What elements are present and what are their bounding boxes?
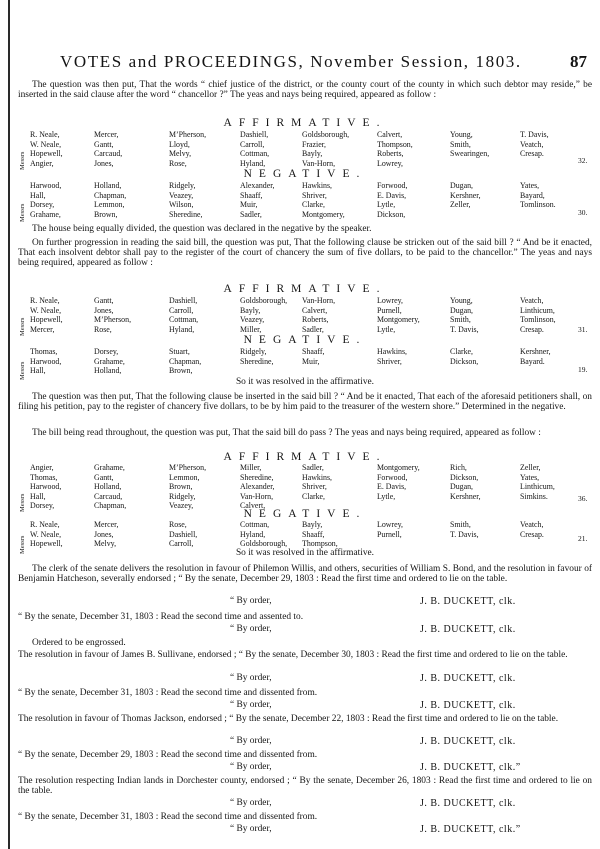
member-name: Forwood, — [377, 181, 408, 190]
clerk-signature-4: J. B. DUCKETT, clk. — [420, 700, 516, 711]
paragraph-sullivane: The resolution in favour of James B. Sullivane, endorsed ; “ By the senate, December 30, 1803 : Read the first time and ordered to lie on the table. — [18, 650, 568, 660]
member-name: Thomas, — [30, 472, 58, 482]
vote1-result: The house being equally divided, the question was declared in the negative by the speaker. — [32, 224, 372, 234]
member-name: Sheredine, — [240, 472, 274, 482]
member-name: Purnell, — [377, 305, 402, 315]
member-name: Lemmon, — [169, 472, 200, 482]
name-column — [30, 181, 61, 219]
vote2-affirmative-count: 31. — [578, 325, 588, 334]
member-name: Harwood, — [30, 482, 62, 492]
member-name: Holland, — [94, 181, 122, 190]
member-name: Hawkins, — [377, 347, 408, 356]
by-order-5: “ By order, — [230, 736, 272, 746]
member-name: Montgomery, — [377, 315, 420, 325]
member-name: Hyland, — [240, 158, 266, 168]
member-name: Lowrey, — [377, 520, 403, 529]
member-name: Clarke, — [302, 491, 326, 501]
member-name: Alexander, — [240, 181, 275, 190]
member-name: Veazey, — [240, 315, 265, 325]
member-name: Harwood, — [30, 356, 62, 366]
member-name: Brown, — [169, 366, 193, 376]
member-name: Thompson, — [302, 539, 338, 549]
name-column — [450, 347, 478, 366]
member-name: Alexander, — [240, 482, 275, 492]
member-name: Lemmon, — [94, 200, 125, 210]
member-name: Muir, — [302, 356, 320, 366]
vote1-neg-messrs-label: Messrs — [19, 203, 26, 222]
member-name: Hawkins, — [302, 472, 333, 482]
member-name: Lytle, — [377, 324, 396, 334]
member-name: Hopewell, — [30, 149, 63, 159]
member-name: E. Davis, — [377, 482, 407, 492]
clerk-signature-3: J. B. DUCKETT, clk. — [420, 673, 516, 684]
member-name: Melvy, — [169, 149, 192, 159]
name-column — [240, 520, 287, 549]
vote1-negative-names — [30, 181, 590, 223]
member-name: Hyland, — [240, 529, 266, 539]
member-name: Cresap. — [520, 529, 544, 539]
member-name: Smith, — [450, 139, 471, 149]
member-name: Roberts, — [302, 315, 329, 325]
member-name: Dugan, — [450, 305, 474, 315]
member-name: Simkins. — [520, 491, 548, 501]
member-name: Carcaud, — [94, 491, 123, 501]
member-name: Zeller, — [450, 200, 471, 210]
member-name: E. Davis, — [377, 190, 407, 200]
ordered-engrossed: Ordered to be engrossed. — [32, 638, 126, 648]
vote2-affirmative-heading: AFFIRMATIVE. — [223, 283, 387, 295]
member-name: Lowrey, — [377, 158, 403, 168]
member-name: Linthicum, — [520, 305, 555, 315]
member-name: Lowrey, — [377, 296, 403, 305]
name-column — [169, 463, 206, 511]
member-name: T. Davis, — [450, 324, 479, 334]
member-name: Montgomery, — [377, 463, 420, 472]
member-name: Thomas, — [30, 347, 58, 356]
name-column — [450, 130, 489, 159]
member-name: Purnell, — [377, 529, 402, 539]
member-name: Rich, — [450, 463, 467, 472]
member-name: Dashiell, — [169, 296, 198, 305]
member-name: Holland, — [94, 366, 122, 376]
member-name: Calvert, — [240, 501, 266, 511]
member-name: Carroll, — [240, 139, 265, 149]
member-name: Bayard. — [520, 356, 545, 366]
member-name: Melvy, — [94, 539, 117, 549]
member-name: Grahame, — [30, 209, 61, 219]
member-name: Carcaud, — [94, 149, 123, 159]
by-order-2: “ By order, — [230, 624, 272, 634]
member-name: Veatch, — [520, 520, 544, 529]
member-name: Hopewell, — [30, 315, 63, 325]
vote2-negative-heading: NEGATIVE. — [243, 334, 367, 346]
member-name: Frazier, — [302, 139, 326, 149]
member-name: Sadler, — [302, 324, 324, 334]
name-column — [240, 130, 269, 168]
name-column — [377, 347, 407, 366]
member-name: Shriver, — [377, 356, 402, 366]
member-name: Lloyd, — [169, 139, 190, 149]
name-column — [30, 296, 63, 334]
member-name: Angier, — [30, 158, 54, 168]
member-name: Muir, — [240, 200, 258, 210]
member-name: Rose, — [94, 324, 112, 334]
member-name: Young, — [450, 130, 473, 139]
member-name: Gantt, — [94, 472, 114, 482]
member-name: Stuart, — [169, 347, 190, 356]
name-column — [450, 463, 481, 501]
name-column — [377, 520, 403, 539]
member-name: W. Neale, — [30, 529, 62, 539]
member-name: Grahame, — [94, 463, 125, 472]
name-column — [240, 181, 275, 219]
member-name: Forwood, — [377, 472, 408, 482]
member-name: Smith, — [450, 520, 471, 529]
member-name: Shaaff, — [240, 190, 263, 200]
member-name: M’Pherson, — [169, 130, 207, 139]
member-name: Hall, — [30, 190, 46, 200]
member-name: Cresap. — [520, 149, 544, 159]
vote2-affirmative-names — [30, 296, 590, 338]
member-name: Dugan, — [450, 482, 474, 492]
member-name: Veatch, — [520, 296, 544, 305]
name-column — [169, 130, 206, 168]
member-name: Yates, — [520, 472, 540, 482]
member-name: Montgomery, — [302, 209, 345, 219]
member-name: Mercer, — [94, 520, 119, 529]
member-name: Bayly, — [302, 149, 323, 159]
name-column — [302, 463, 332, 501]
name-column — [240, 347, 274, 366]
name-column — [30, 130, 63, 168]
line-dec31-assented: “ By the senate, December 31, 1803 : Read the second time and assented to. — [18, 612, 304, 622]
member-name: Ridgely, — [169, 181, 196, 190]
name-column — [30, 463, 61, 511]
member-name: Sadler, — [302, 463, 324, 472]
member-name: Dickson, — [377, 209, 406, 219]
clerk-signature-8: J. B. DUCKETT, clk.” — [420, 824, 521, 835]
name-column — [450, 296, 479, 334]
member-name: Sheredine, — [240, 356, 274, 366]
member-name: Hopewell, — [30, 539, 63, 549]
vote1-negative-heading: NEGATIVE. — [243, 168, 367, 180]
member-name: Thompson, — [377, 139, 413, 149]
member-name: Harwood, — [30, 181, 62, 190]
page-number: 87 — [570, 52, 587, 71]
page-title: VOTES and PROCEEDINGS, November Session, 1803. — [60, 52, 522, 71]
member-name: W. Neale, — [30, 305, 62, 315]
vote3-aff-messrs-label: Messrs — [19, 493, 26, 512]
vote2-negative-names — [30, 347, 590, 379]
member-name: Shaaff, — [302, 347, 325, 356]
member-name: Kershner, — [520, 347, 551, 356]
name-column — [240, 463, 275, 511]
member-name: Lytle, — [377, 491, 396, 501]
paragraph-question-1: The question was then put, That the words “ chief justice of the district, or the county court of the county in which such debtor may reside,” be inserted in the said clause after the word “ chancellor ?” The yeas and nays being required, appeared as follow : — [18, 80, 592, 101]
vote3-affirmative-heading: AFFIRMATIVE. — [223, 451, 387, 463]
vote3-neg-messrs-label: Messrs — [19, 535, 26, 554]
member-name: Van-Horn, — [302, 296, 336, 305]
member-name: Shaaff, — [302, 529, 325, 539]
member-name: Tomlinson, — [520, 315, 556, 325]
name-column — [30, 347, 61, 376]
member-name: Goldsborough, — [240, 296, 288, 305]
name-column — [302, 520, 338, 549]
member-name: Dugan, — [450, 181, 474, 190]
line-dec31-dissented: “ By the senate, December 31, 1803 : Read the second time and dissented from. — [18, 688, 318, 698]
name-column — [377, 181, 407, 219]
member-name: R. Neale, — [30, 520, 60, 529]
vote3-negative-heading: NEGATIVE. — [243, 508, 367, 520]
name-column — [520, 347, 551, 366]
member-name: R. Neale, — [30, 130, 60, 139]
member-name: M’Pherson, — [94, 315, 132, 325]
name-column — [302, 130, 349, 168]
member-name: Sadler, — [240, 209, 262, 219]
vote3-negative-count: 21. — [578, 534, 588, 543]
member-name: Goldsborough, — [302, 130, 350, 139]
by-order-7: “ By order, — [230, 798, 272, 808]
member-name: Hyland, — [169, 324, 195, 334]
name-column — [240, 296, 287, 334]
name-column — [450, 181, 481, 210]
name-column — [450, 520, 479, 539]
name-column — [377, 463, 420, 501]
member-name: Carroll, — [169, 539, 194, 549]
member-name: Dickson, — [450, 356, 479, 366]
member-name: Shriver, — [302, 482, 327, 492]
member-name: Calvert, — [377, 130, 403, 139]
clerk-signature-7: J. B. DUCKETT, clk. — [420, 798, 516, 809]
vote2-neg-messrs-label: Messrs — [19, 361, 26, 380]
member-name: Miller, — [240, 324, 262, 334]
name-column — [94, 347, 125, 376]
member-name: Grahame, — [94, 356, 125, 366]
vote2-aff-messrs-label: Messrs — [19, 317, 26, 336]
page-edge-line — [8, 0, 10, 849]
member-name: Swearingen, — [450, 149, 490, 159]
member-name: Mercer, — [30, 324, 55, 334]
vote2-negative-count: 19. — [578, 365, 588, 374]
member-name: Lytle, — [377, 200, 396, 210]
name-column — [520, 463, 555, 501]
vote3-affirmative-names — [30, 463, 590, 513]
member-name: Jones, — [94, 305, 114, 315]
name-column — [94, 296, 131, 334]
vote1-affirmative-count: 32. — [578, 156, 588, 165]
name-column — [169, 520, 197, 549]
paragraph-indian-lands: The resolution respecting Indian lands in Dorchester county, endorsed ; “ By the senate, December 26, 1803 : Read the first time and ordered to lie on the table. — [18, 776, 592, 797]
member-name: Bayard, — [520, 190, 545, 200]
member-name: Veatch, — [520, 139, 544, 149]
member-name: R. Neale, — [30, 296, 60, 305]
member-name: Kershner, — [450, 491, 481, 501]
member-name: Jones, — [94, 158, 114, 168]
member-name: Dashiell, — [169, 529, 198, 539]
name-column — [520, 520, 544, 539]
member-name: Clarke, — [450, 347, 474, 356]
paragraph-question-4: The bill being read throughout, the question was put, That the said bill do pass ? The yeas and nays being required, appeared as follow : — [32, 428, 541, 438]
member-name: Mercer, — [94, 130, 119, 139]
name-column — [169, 181, 203, 219]
member-name: Hawkins, — [302, 181, 333, 190]
line-dec31-dissented-2: “ By the senate, December 31, 1803 : Read the second time and dissented from. — [18, 812, 318, 822]
member-name: Zeller, — [520, 463, 541, 472]
member-name: Shriver, — [302, 190, 327, 200]
member-name: Linthicum, — [520, 482, 555, 492]
member-name: Wilson, — [169, 200, 194, 210]
vote2-result: So it was resolved in the affirmative. — [235, 377, 375, 387]
name-column — [169, 296, 198, 334]
vote3-affirmative-count: 36. — [578, 494, 588, 503]
member-name: Hall, — [30, 491, 46, 501]
by-order-8: “ By order, — [230, 824, 272, 834]
clerk-signature-2: J. B. DUCKETT, clk. — [420, 624, 516, 635]
member-name: Bayly, — [302, 520, 323, 529]
member-name: Carroll, — [169, 305, 194, 315]
member-name: Veazey, — [169, 501, 194, 511]
member-name: Rose, — [169, 158, 187, 168]
paragraph-clerk-delivers: The clerk of the senate delivers the resolution in favour of Philemon Willis, and others, securities of William S. Bond, and the resolution in favour of Benjamin Hatcheson, severally endorsed ; “ By the senate, December 29, 1803 : Read the first time and ordered to lie on the table. — [18, 564, 592, 585]
paragraph-question-2: On further progression in reading the said bill, the question was put, That the following clause be stricken out of the said bill ? “ And be it enacted, That each insolvent debtor shall pay to the register of the court of chancery the sum of five dollars, to be paid to the chancellor.” The yeas and nays being required, appeared as follow : — [18, 238, 592, 269]
name-column — [520, 130, 549, 159]
member-name: Dashiell, — [240, 130, 269, 139]
member-name: Ridgely, — [240, 347, 267, 356]
member-name: Van-Horn, — [240, 491, 274, 501]
member-name: Cottman, — [240, 149, 270, 159]
member-name: W. Neale, — [30, 139, 62, 149]
member-name: Sheredine, — [169, 209, 203, 219]
member-name: Cresap. — [520, 324, 544, 334]
by-order-1: “ By order, — [230, 596, 272, 606]
name-column — [94, 520, 118, 549]
name-column — [94, 181, 126, 219]
member-name: Cottman, — [169, 315, 199, 325]
member-name: Dorsey, — [94, 347, 119, 356]
page-header — [30, 52, 595, 78]
member-name: Yates, — [520, 181, 540, 190]
vote3-result: So it was resolved in the affirmative. — [235, 548, 375, 558]
member-name: Van-Horn, — [302, 158, 336, 168]
member-name: Hall, — [30, 366, 46, 376]
by-order-4: “ By order, — [230, 700, 272, 710]
by-order-6: “ By order, — [230, 762, 272, 772]
member-name: Smith, — [450, 315, 471, 325]
name-column — [377, 296, 420, 334]
name-column — [302, 347, 324, 366]
member-name: Rose, — [169, 520, 187, 529]
member-name: Young, — [450, 296, 473, 305]
member-name: Jones, — [94, 529, 114, 539]
name-column — [169, 347, 201, 376]
paragraph-jackson: The resolution in favour of Thomas Jackson, endorsed ; “ By the senate, December 22, 1803 : Read the first time and ordered to lie on the table. — [18, 714, 559, 724]
name-column — [302, 181, 345, 219]
member-name: T. Davis, — [520, 130, 549, 139]
clerk-signature-6: J. B. DUCKETT, clk.” — [420, 762, 521, 773]
member-name: Calvert, — [302, 305, 328, 315]
member-name: T. Davis, — [450, 529, 479, 539]
vote1-affirmative-names — [30, 130, 590, 172]
member-name: Chapman, — [94, 190, 127, 200]
member-name: Bayly, — [240, 305, 261, 315]
member-name: Brown, — [94, 209, 118, 219]
member-name: Roberts, — [377, 149, 404, 159]
member-name: Chapman, — [94, 501, 127, 511]
member-name: Gantt, — [94, 139, 114, 149]
member-name: Clarke, — [302, 200, 326, 210]
name-column — [94, 130, 122, 168]
vote1-negative-count: 30. — [578, 208, 588, 217]
name-column — [302, 296, 335, 334]
name-column — [377, 130, 413, 168]
name-column — [94, 463, 126, 511]
member-name: Dickson, — [450, 472, 479, 482]
member-name: Chapman, — [169, 356, 202, 366]
name-column — [520, 181, 556, 210]
member-name: Brown, — [169, 482, 193, 492]
member-name: Tomlinson. — [520, 200, 556, 210]
member-name: Kershner, — [450, 190, 481, 200]
member-name: M’Pherson, — [169, 463, 207, 472]
name-column — [520, 296, 556, 334]
clerk-signature-5: J. B. DUCKETT, clk. — [420, 736, 516, 747]
member-name: Ridgely, — [169, 491, 196, 501]
vote1-affirmative-heading: AFFIRMATIVE. — [223, 117, 387, 129]
line-dec29-dissented: “ By the senate, December 29, 1803 : Read the second time and dissented from. — [18, 750, 318, 760]
member-name: Miller, — [240, 463, 262, 472]
paragraph-question-3: The question was then put, That the following clause be inserted in the said bill ? “ And be it enacted, That each of the aforesaid petitioners shall, on filing his petition, pay to the register of chancery five dollars, to be by him paid to the treasurer of the western shore.” Determined in the negative. — [18, 392, 592, 413]
member-name: Cottman, — [240, 520, 270, 529]
member-name: Dorsey, — [30, 501, 55, 511]
member-name: Goldsborough, — [240, 539, 288, 549]
member-name: Angier, — [30, 463, 54, 472]
clerk-signature-1: J. B. DUCKETT, clk. — [420, 596, 516, 607]
member-name: Dorsey, — [30, 200, 55, 210]
member-name: Veazey, — [169, 190, 194, 200]
member-name: Holland, — [94, 482, 122, 492]
vote1-aff-messrs-label: Messrs — [19, 151, 26, 170]
by-order-3: “ By order, — [230, 673, 272, 683]
member-name: Gantt, — [94, 296, 114, 305]
name-column — [30, 520, 63, 549]
